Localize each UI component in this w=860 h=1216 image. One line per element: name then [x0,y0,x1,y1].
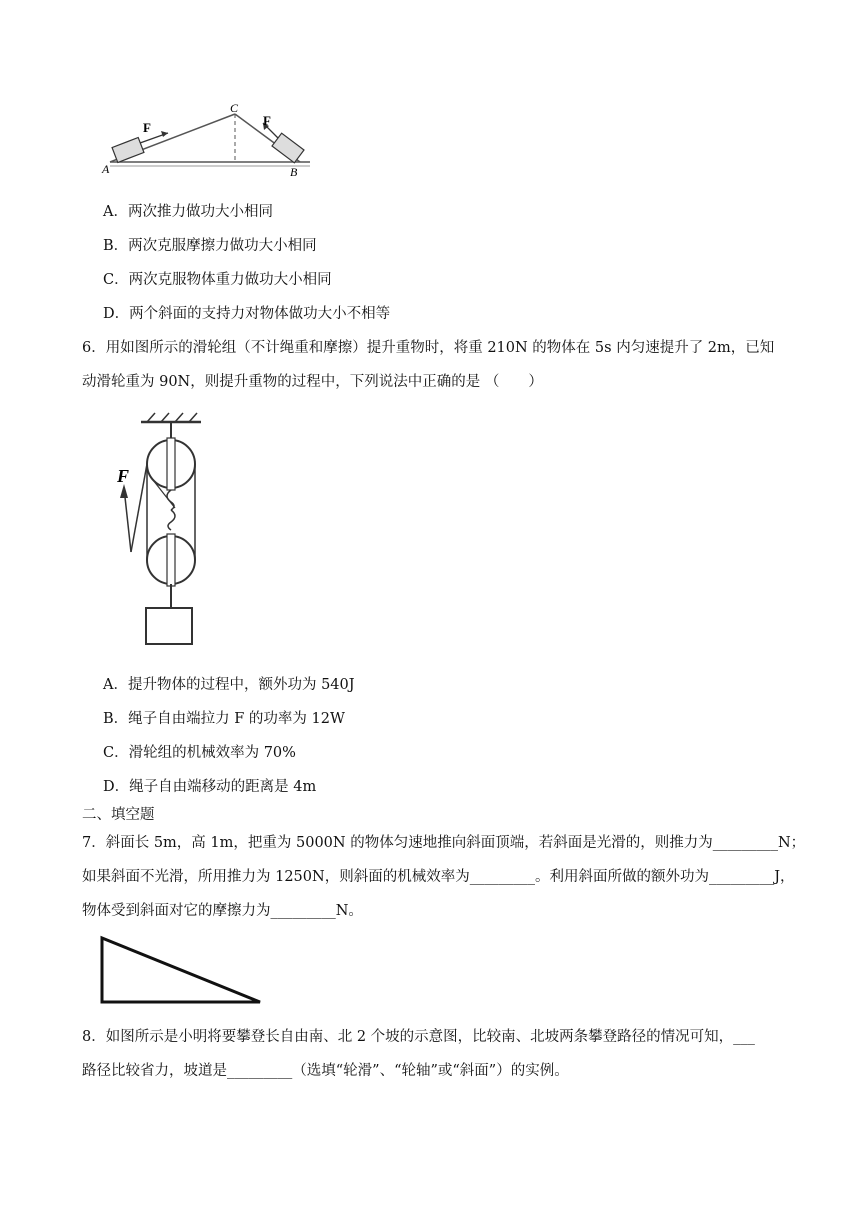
q5-option-a: A．两次推力做功大小相同 [103,204,273,220]
force-label-right: F [263,113,271,128]
point-a-label: A [102,162,110,176]
pulley-diagram [105,412,215,650]
incline-diagram [100,100,315,180]
q6-stem-line1: 6．用如图所示的滑轮组（不计绳重和摩擦）提升重物时，将重 210N 的物体在 5s 内匀速提升了 2m，已知 [82,340,775,356]
q7-stem-line2: 如果斜面不光滑，所用推力为 1250N，则斜面的机械效率为_________。利用斜面所做的额外功为_________J， [82,869,795,885]
incline-figure [100,100,315,180]
q6-option-c: C．滑轮组的机械效率为 70% [103,745,296,761]
section-title: 二、填空题 [82,807,155,823]
triangle-diagram [98,934,266,1006]
q6-option-d: D．绳子自由端移动的距离是 4m [103,779,317,795]
q8-stem-line1: 8．如图所示是小明将要攀登长自由南、北 2 个坡的示意图，比较南、北坡两条攀登路径的情况可知，___ [82,1029,755,1045]
q7-stem-line3: 物体受到斜面对它的摩擦力为_________N。 [82,903,363,919]
point-c-label: C [230,101,239,115]
q6-option-b: B．绳子自由端拉力 F 的功率为 12W [103,711,345,727]
q5-option-c: C．两次克服物体重力做功大小相同 [103,272,332,288]
pulley-figure [105,412,215,650]
pulley-force-label: F [117,466,130,486]
q5-option-d: D．两个斜面的支持力对物体做功大小不相等 [103,306,391,322]
q6-option-a: A．提升物体的过程中，额外功为 540J [103,677,355,693]
q8-stem-line2: 路径比较省力，坡道是_________（选填“轮滑”、“轮轴”或“斜面”）的实例。 [82,1063,569,1079]
triangle-figure [98,934,266,1006]
point-b-label: B [290,165,298,179]
force-label-left: F [143,120,151,135]
q6-stem-line2: 动滑轮重为 90N，则提升重物的过程中，下列说法中正确的是 （ ） [82,374,543,390]
q5-option-b: B．两次克服摩擦力做功大小相同 [103,238,317,254]
q7-stem-line1: 7．斜面长 5m，高 1m，把重为 5000N 的物体匀速地推向斜面顶端，若斜面是光滑的，则推力为_________N； [82,835,806,851]
